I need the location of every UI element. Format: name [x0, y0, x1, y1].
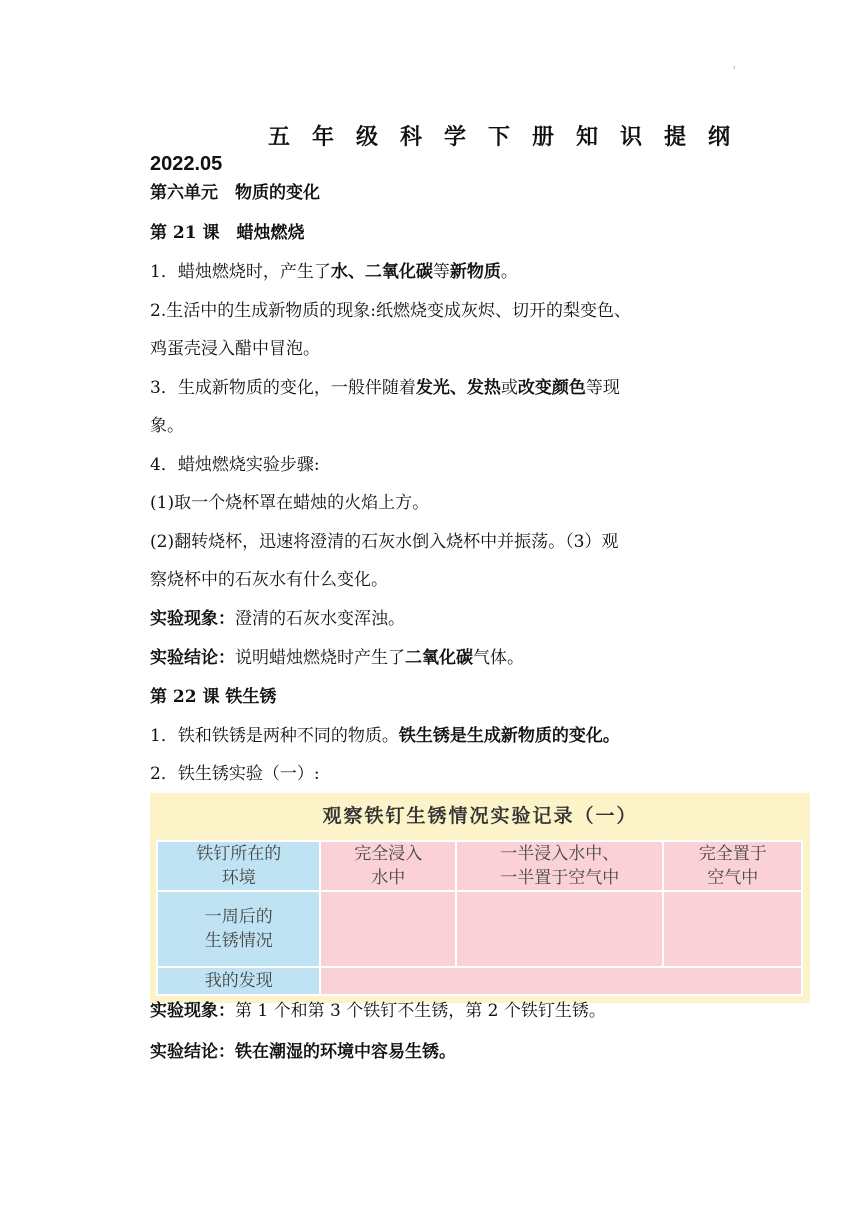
lesson21-point1: 1．蜡烛燃烧时，产生了水、二氧化碳等新物质。	[150, 262, 518, 282]
experiment-record-table	[150, 793, 810, 1003]
lesson21-point4: 4．蜡烛燃烧实验步骤:	[150, 455, 320, 475]
table-cell-empty	[320, 891, 456, 967]
lesson22-phenomenon: 实验现象：第 1 个和第 3 个铁钉不生锈，第 2 个铁钉生锈。	[150, 1001, 606, 1021]
lesson21-conclusion: 实验结论：说明蜡烛燃烧时产生了二氧化碳气体。	[150, 648, 524, 668]
table-cell-empty	[663, 891, 802, 967]
document-date: 2022.05	[150, 153, 223, 175]
table-header-in-air: 完全置于 空气中	[663, 841, 802, 891]
table-title: 观察铁钉生锈情况实验记录（一）	[322, 805, 638, 827]
lesson21-point2-line2: 鸡蛋壳浸入醋中冒泡。	[150, 339, 320, 359]
lesson21-step2-line2: 察烧杯中的石灰水有什么变化。	[150, 570, 388, 590]
table-cell-empty	[320, 967, 802, 995]
lesson21-point2-line1: 2.生活中的生成新物质的现象:纸燃烧变成灰烬、切开的梨变色、	[150, 301, 631, 321]
page-mark: '	[733, 66, 736, 76]
lesson21-point3-line1: 3．生成新物质的变化，一般伴随着发光、发热或改变颜色等现	[150, 378, 620, 398]
page-title: 五年级科学下册知识提纲	[268, 125, 753, 150]
lesson21-phenomenon: 实验现象：澄清的石灰水变浑浊。	[150, 609, 405, 629]
table-header-fully-submerged: 完全浸入 水中	[320, 841, 456, 891]
lesson21-step2-line1: (2)翻转烧杯，迅速将澄清的石灰水倒入烧杯中并振荡。（3）观	[150, 532, 619, 552]
lesson22-point2: 2．铁生锈实验（一）:	[150, 764, 320, 784]
unit-heading: 第六单元 物质的变化	[150, 183, 320, 203]
table-row-rust-after-week: 一周后的 生锈情况	[157, 891, 320, 967]
lesson21-step1: (1)取一个烧杯罩在蜡烛的火焰上方。	[150, 493, 430, 513]
table-cell-empty	[456, 891, 663, 967]
lesson22-point1: 1．铁和铁锈是两种不同的物质。铁生锈是生成新物质的变化。	[150, 726, 620, 746]
lesson21-heading: 第 21 课 蜡烛燃烧	[150, 223, 305, 243]
table-header-environment: 铁钉所在的 环境	[157, 841, 320, 891]
lesson22-conclusion: 实验结论：铁在潮湿的环境中容易生锈。	[150, 1042, 456, 1062]
table-row-my-findings: 我的发现	[157, 967, 320, 995]
lesson22-heading: 第 22 课 铁生锈	[150, 687, 277, 707]
lesson21-point3-line2: 象。	[150, 416, 184, 436]
table-header-half-submerged: 一半浸入水中、 一半置于空气中	[456, 841, 663, 891]
